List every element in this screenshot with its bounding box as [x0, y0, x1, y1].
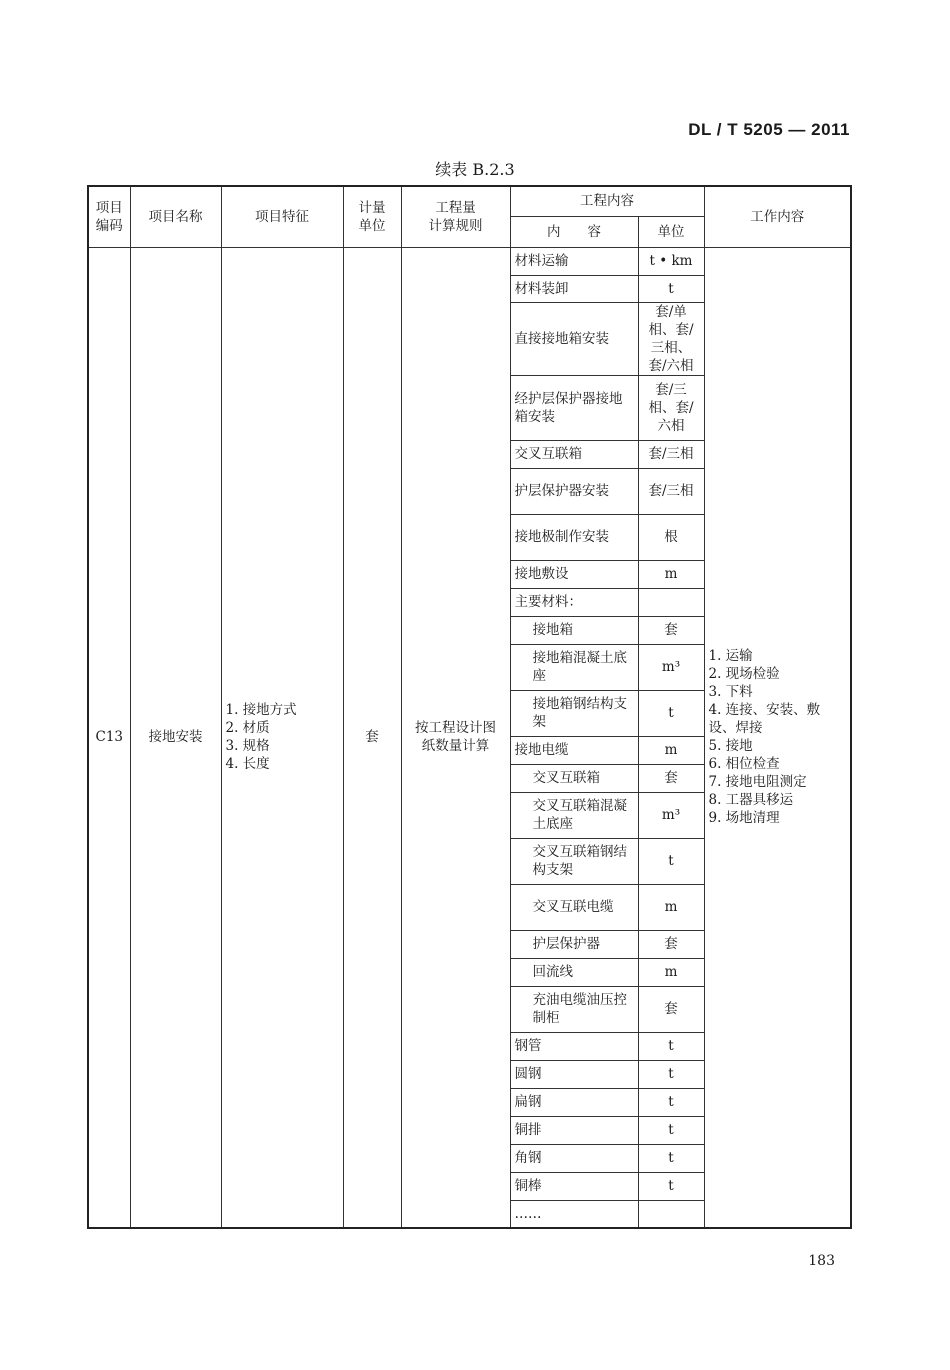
work-unit-cell: m [638, 884, 704, 930]
work-unit-cell: t [638, 275, 704, 302]
feature-line: 2. 材质 [225, 720, 270, 737]
work-unit-cell: 套/三相 [638, 468, 704, 514]
work-content-cell: 钢管 [510, 1032, 638, 1060]
header-item-name: 项目名称 [130, 186, 221, 247]
work-content-cell: 铜排 [510, 1116, 638, 1144]
work-unit-cell: t • km [638, 247, 704, 275]
header-measure-unit: 计量 单位 [343, 186, 401, 247]
work-content-cell: 交叉互联电缆 [510, 884, 638, 930]
work-content-cell: 接地箱钢结构支架 [510, 690, 638, 736]
work-content-cell: 护层保护器 [510, 930, 638, 958]
work-content-cell: 圆钢 [510, 1060, 638, 1088]
standard-code: DL / T 5205 — 2011 [688, 120, 850, 139]
work-content-cell: 接地电缆 [510, 736, 638, 764]
work-unit-cell: 套 [638, 986, 704, 1032]
work-unit-cell: 套 [638, 764, 704, 792]
item-job-content [704, 247, 851, 1228]
item-features [221, 247, 343, 1228]
work-content-cell: 材料装卸 [510, 275, 638, 302]
feature-line: 3. 规格 [225, 738, 270, 755]
work-unit-cell: t [638, 1172, 704, 1200]
table-row [88, 247, 851, 275]
work-content-cell: 回流线 [510, 958, 638, 986]
page-number: 183 [808, 1253, 835, 1269]
table-body [88, 247, 851, 1228]
header-calc-rule: 工程量 计算规则 [401, 186, 510, 247]
item-calc-rule: 按工程设计图纸数量计算 [401, 247, 510, 1228]
work-unit-cell: m [638, 736, 704, 764]
bill-of-quantities-table [87, 185, 852, 1229]
work-unit-cell: t [638, 690, 704, 736]
work-content-cell: 角钢 [510, 1144, 638, 1172]
job-line: 6. 相位检查 [708, 756, 780, 773]
work-unit-cell: m [638, 958, 704, 986]
job-line: 2. 现场检验 [708, 666, 780, 683]
work-content-cell: 主要材料： [510, 588, 638, 616]
work-unit-cell: 套/单相、套/三相、套/六相 [638, 302, 704, 375]
work-unit-cell: 根 [638, 514, 704, 560]
work-content-cell: …… [510, 1200, 638, 1228]
work-content-cell: 交叉互联箱混凝土底座 [510, 792, 638, 838]
work-content-cell: 直接接地箱安装 [510, 302, 638, 375]
work-content-cell: 交叉互联箱 [510, 440, 638, 468]
item-name: 接地安装 [130, 247, 221, 1228]
work-content-cell: 接地极制作安装 [510, 514, 638, 560]
work-unit-cell: m [638, 560, 704, 588]
work-content-cell: 接地敷设 [510, 560, 638, 588]
header-engineering-content: 工程内容 [510, 186, 704, 216]
work-unit-cell: t [638, 1088, 704, 1116]
work-content-cell: 扁钢 [510, 1088, 638, 1116]
job-line: 8. 工器具移运 [708, 792, 794, 809]
work-unit-cell: 套 [638, 930, 704, 958]
work-unit-cell: m³ [638, 792, 704, 838]
header-content-sub: 内 容 [510, 216, 638, 247]
work-content-cell: 接地箱混凝土底座 [510, 644, 638, 690]
work-content-cell: 经护层保护器接地箱安装 [510, 375, 638, 440]
table-caption: 续表 B.2.3 [435, 160, 515, 179]
work-unit-cell: m³ [638, 644, 704, 690]
work-unit-cell: t [638, 838, 704, 884]
job-line: 3. 下料 [708, 684, 753, 701]
work-content-cell: 材料运输 [510, 247, 638, 275]
work-unit-cell: 套 [638, 616, 704, 644]
job-line: 9. 场地清理 [708, 810, 780, 827]
work-unit-cell [638, 588, 704, 616]
work-unit-cell: t [638, 1032, 704, 1060]
work-unit-cell: t [638, 1116, 704, 1144]
work-unit-cell: t [638, 1060, 704, 1088]
feature-line: 4. 长度 [225, 756, 270, 773]
job-line: 4. 连接、安装、敷设、焊接 [708, 702, 821, 737]
feature-line: 1. 接地方式 [225, 702, 297, 719]
job-line: 7. 接地电阻测定 [708, 774, 807, 791]
item-code: C13 [88, 247, 130, 1228]
work-content-cell: 铜棒 [510, 1172, 638, 1200]
work-unit-cell [638, 1200, 704, 1228]
work-content-cell: 充油电缆油压控制柜 [510, 986, 638, 1032]
work-content-cell: 接地箱 [510, 616, 638, 644]
header-item-features: 项目特征 [221, 186, 343, 247]
work-content-cell: 交叉互联箱 [510, 764, 638, 792]
job-line: 1. 运输 [708, 648, 753, 665]
job-line: 5. 接地 [708, 738, 753, 755]
item-measure-unit: 套 [343, 247, 401, 1228]
work-content-cell: 交叉互联箱钢结构支架 [510, 838, 638, 884]
work-unit-cell: 套/三相、套/六相 [638, 375, 704, 440]
work-content-cell: 护层保护器安装 [510, 468, 638, 514]
header-job-content: 工作内容 [704, 186, 851, 247]
header-item-code: 项目 编码 [88, 186, 130, 247]
header-unit-sub: 单位 [638, 216, 704, 247]
work-unit-cell: 套/三相 [638, 440, 704, 468]
work-unit-cell: t [638, 1144, 704, 1172]
